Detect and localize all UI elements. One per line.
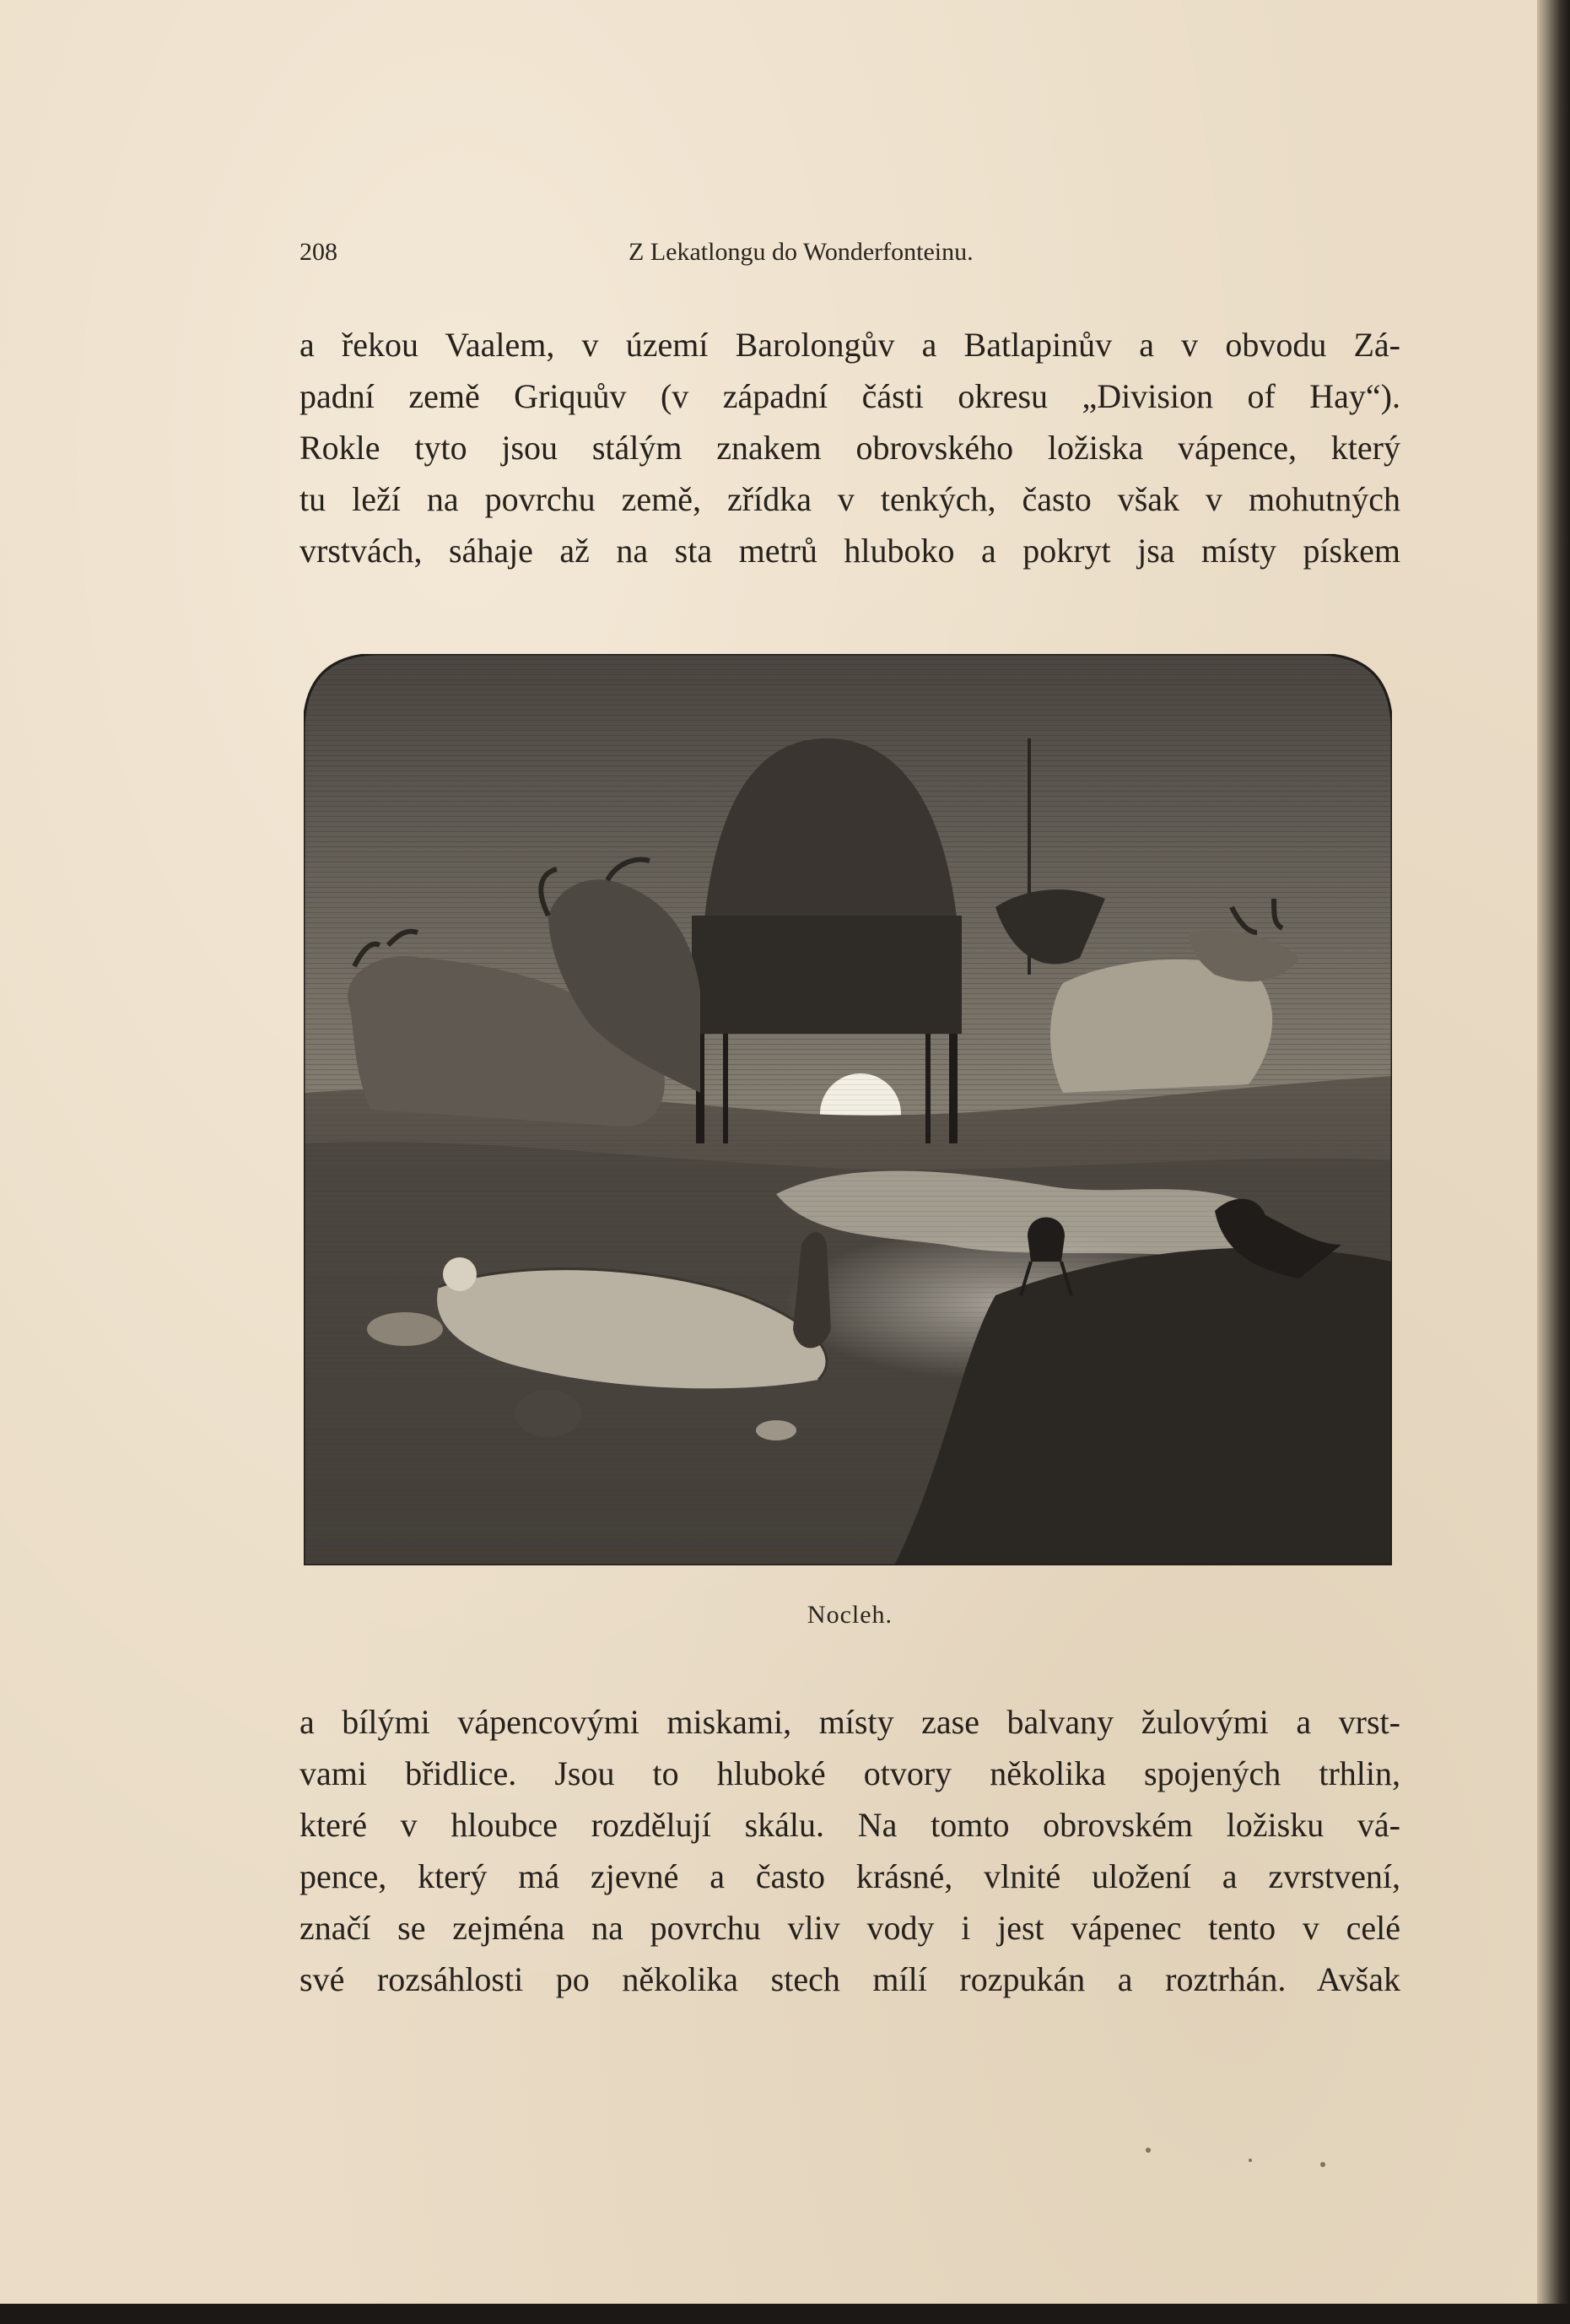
wagon-body <box>692 916 962 1034</box>
running-title: Z Lekatlongu do Wonderfonteinu. <box>629 238 974 266</box>
paragraph-bottom <box>299 1696 1400 2005</box>
text-line: Rokle tyto jsou stálým znakem obrovského ložiska vápence, který <box>299 429 1400 467</box>
page-bottom-shadow <box>0 2304 1570 2324</box>
text-line: tu leží na povrchu země, zřídka v tenkých, často však v mohutných <box>299 480 1400 518</box>
text-line: které v hloubce rozdělují skálu. Na tomto obrovském ložisku vá- <box>299 1806 1400 1844</box>
text-line: značí se zejména na povrchu vliv vody i jest vápenec tento v celé <box>299 1909 1400 1947</box>
paper-speck <box>1146 2148 1151 2153</box>
text-line: vami břidlice. Jsou to hluboké otvory několika spojených trhlin, <box>299 1754 1400 1792</box>
paper-speck <box>1320 2162 1325 2167</box>
text-line: vrstvách, sáhaje až na sta metrů hluboko a pokryt jsa místy pískem <box>299 532 1400 570</box>
stone <box>515 1390 582 1437</box>
text-line: padní země Griquův (v západní části okresu „Division of Hay“). <box>299 377 1400 415</box>
text-line: pence, který má zjevné a často krásné, vlnité uložení a zvrstvení, <box>299 1857 1400 1895</box>
page-edge-shadow <box>1537 0 1570 2324</box>
paragraph-top <box>299 319 1400 576</box>
page-number: 208 <box>299 238 337 266</box>
paper-speck <box>1249 2159 1252 2162</box>
engraving-night-camp <box>304 654 1392 1565</box>
stone <box>367 1312 443 1346</box>
illustration-caption: Nocleh. <box>807 1601 893 1629</box>
text-line: své rozsáhlosti po několika stech mílí rozpukán a roztrhán. Avšak <box>299 1960 1400 1998</box>
text-line: a řekou Vaalem, v území Barolongův a Batlapinův a v obvodu Zá- <box>299 326 1400 364</box>
cooking-pot <box>1028 1218 1065 1262</box>
stone <box>756 1420 796 1440</box>
running-head <box>299 238 1076 272</box>
text-line: a bílými vápencovými miskami, místy zase balvany žulovými a vrst- <box>299 1703 1400 1741</box>
